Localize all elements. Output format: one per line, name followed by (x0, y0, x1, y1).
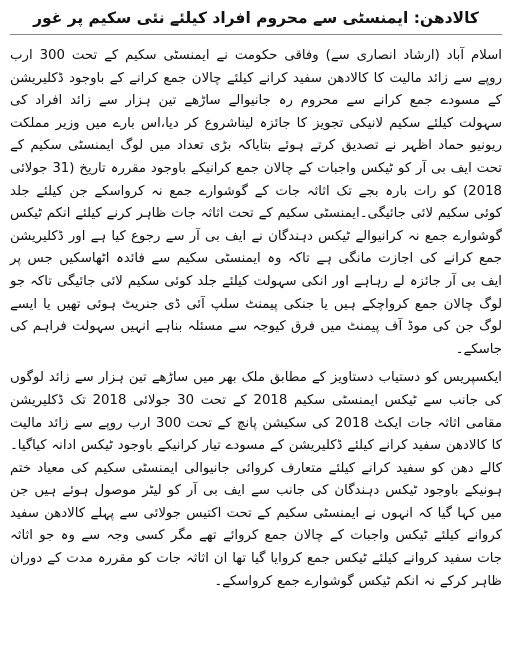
paragraph-2: ایکسپریس کو دستیاب دستاویز کے مطابق ملک بھر میں ساڑھے تین ہزار سے زائد لوگوں کی جانب سے ٹیکس ایمنسٹی سکیم 2018 کے تحت 30 جولائی 2018 تک ڈکلیریشن مقامی اثاثہ جات ایکٹ 2018 کی سکیشن پانچ کے تحت 300 ارب روپے سے زائد مالیت کا کالادھن سفید کرانے کیلئے ڈکلیریشن کے مسودے تیار کرانیکے باوجود ٹیکس ادانہ کیاگیا۔کالے دھن کو سفید کرانے کیلئے متعارف کروائی جانیوالی ایمنسٹی سکیم کی معیاد ختم ہونیکے باوجود ٹیکس دہندگان کی جانب سے ایف بی آر کو لیٹر موصول ہوئے ہیں جن میں کہا گیا کہ انہوں نے ایمنسٹی سکیم کے تحت اکتیس جولائی سے پہلے کالادھن سفید کروانے کیلئے ٹیکس واجبات کے چالان جمع کروائے تھے مگر کسی وجہ سے وہ جو اثاثہ جات سفید کروانے کیلئے ٹیکس جمع کروایا گیا تھا ان اثاثہ جات کو مقررہ مدت کے دوران ظاہر کرکے نہ انکم ٹیکس گوشوارے جمع کرواسکے۔ (10, 370, 502, 589)
headline: کالادھن: ایمنسٹی سے محروم افراد کیلئے نئی سکیم پر غور (10, 8, 502, 35)
paragraph-1: اسلام آباد (ارشاد انصاری سے) وفاقی حکومت نے ایمنسٹی سکیم کے تحت 300 ارب روپے سے زائد مالیت کا کالادھن سفید کرانے کیلئے چالان جمع کرانے کے باوجود ڈکلیریشن کے مسودے جمع کرانے سے محروم رہ جانیوالے ساڑھے تین ہزار سے زائد افراد کی سہولت کیلئے سکیم لانیکی تجویز کا جائزہ لیناشروع کر دیا،اس بارے میں وزیر مملکت ریونیو حماد اظہر نے تصدیق کرتے ہوئے بتایاکہ بڑی تعداد میں لوگ ایمنسٹی سکیم کے تحت ایف بی آر کو ٹیکس واجبات کے چالان جمع کرانیکے باوجود مقررہ تاریخ (31 جولائی 2018) کو رات بارہ بجے تک اثاثہ جات کے گوشوارے جمع نہ کرواسکے جن کیلئے جلد کوئی سکیم لائی جائیگی۔ایمنسٹی سکیم کے تحت اثاثہ جات ظاہر کرنے کیلئے انکم ٹیکس گوشوارے جمع نہ کرانیوالے ٹیکس دہندگان نے ایف بی آر سے رجوع کیا ہے اور ڈکلیریشن جمع کرانے کی اجازت مانگی ہے تاکہ وہ ایمنسٹی سکیم سے فائدہ اٹھاسکیں جس پر ایف بی آر جائزہ لے رہاہے اور انکی سہولت کیلئے جلد کوئی سکیم لائی جائیگی تاکہ جو لوگ چالان جمع کرواچکے ہیں یا جنکی پیمنٹ سلپ آئی ڈی جنریٹ ہوئی تھیں یا ایسے لوگ جن کی موڈ آف پیمنٹ میں فرق کیوجہ سے مسئلہ بناہے انہیں سہولت فراہم کی جاسکے۔ (10, 48, 503, 357)
